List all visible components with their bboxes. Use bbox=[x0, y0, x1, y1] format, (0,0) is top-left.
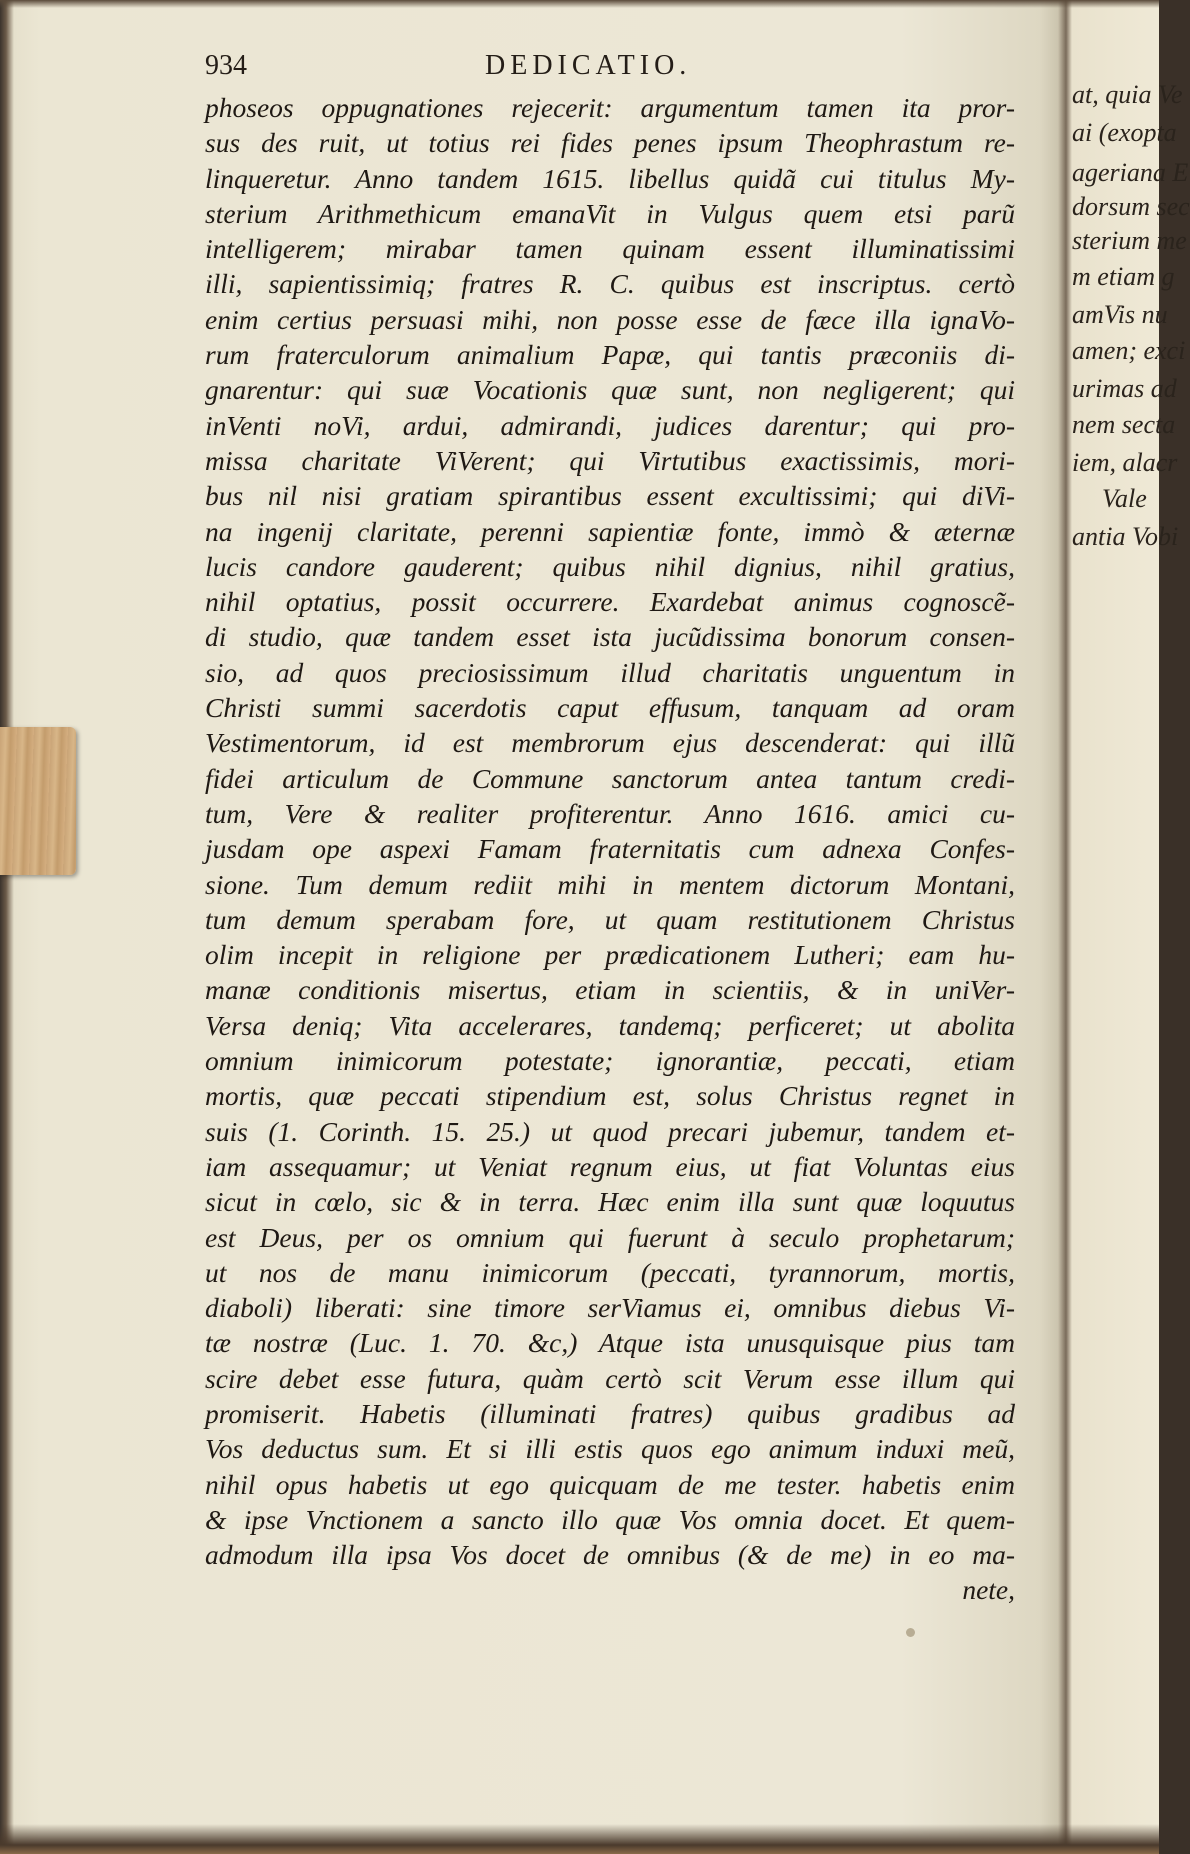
text-line: missa charitate ViVerent; qui Virtutibus exactissimis, mori- bbox=[205, 444, 1015, 476]
text-line: intelligerem; mirabar tamen quinam essent illuminatissimi bbox=[205, 233, 1015, 265]
text-line: mortis, quæ peccati stipendium est, solus Christus regnet in bbox=[205, 1080, 1015, 1112]
text-line: phoseos oppugnationes rejecerit: argumentum tamen ita pror- bbox=[205, 92, 1015, 123]
facing-page-line: m etiam g bbox=[1072, 262, 1175, 291]
text-line: iam assequamur; ut Veniat regnum eius, ut fiat Voluntas eius bbox=[205, 1150, 1015, 1182]
text-line: diaboli) liberati: sine timore serViamus ei, omnibus diebus Vi- bbox=[205, 1292, 1015, 1324]
text-line: nihil optatius, possit occurrere. Exardebat animus cognoscẽ- bbox=[205, 586, 1015, 618]
text-line: jusdam ope aspexi Famam fraternitatis cum adnexa Confes- bbox=[205, 833, 1015, 865]
paper-speck bbox=[906, 1628, 915, 1637]
text-line: illi, sapientissimiq; fratres R. C. quibus est inscriptus. certò bbox=[205, 268, 1015, 300]
text-line: olim incepit in religione per prædicationem Lutheri; eam hu- bbox=[205, 939, 1015, 971]
top-edge-shadow bbox=[0, 0, 1159, 8]
text-line: fidei articulum de Commune sanctorum antea tantum credi- bbox=[205, 762, 1015, 794]
text-line: rum fraterculorum animalium Papæ, qui tantis præconiis di- bbox=[205, 339, 1015, 371]
facing-page-line: sterium me bbox=[1072, 226, 1187, 255]
text-line: omnium inimicorum potestate; ignorantiæ, peccati, etiam bbox=[205, 1045, 1015, 1077]
text-line: tum, Vere & realiter profiterentur. Anno 1616. amici cu- bbox=[205, 797, 1015, 829]
text-line: Vestimentorum, id est membrorum ejus descenderat: qui illũ bbox=[205, 727, 1015, 759]
text-line: sus des ruit, ut totius rei fides penes ipsum Theophrastum re- bbox=[205, 127, 1015, 159]
text-line: manæ conditionis misertus, etiam in scientiis, & in uniVer- bbox=[205, 974, 1015, 1006]
text-line: Vos deductus sum. Et si illi estis quos ego animum induxi meũ, bbox=[205, 1433, 1015, 1465]
text-line: & ipse Vnctionem a sancto illo quæ Vos omnia docet. Et quem- bbox=[205, 1503, 1015, 1535]
text-line: enim certius persuasi mihi, non posse esse de fæce illa ignaVo- bbox=[205, 303, 1015, 335]
facing-page-line: dorsum sec bbox=[1072, 192, 1190, 221]
text-line: tæ nostræ (Luc. 1. 70. &c,) Atque ista unusquisque pius tam bbox=[205, 1327, 1015, 1359]
facing-page-fragment bbox=[1066, 0, 1190, 1854]
facing-page-line: at, quia Ve bbox=[1072, 80, 1183, 109]
bottom-edge-shadow bbox=[0, 1824, 1159, 1854]
text-line: admodum illa ipsa Vos docet de omnibus (& de me) in eo ma- bbox=[205, 1539, 1015, 1571]
page-number: 934 bbox=[205, 50, 247, 81]
text-line: sione. Tum demum rediit mihi in mentem dictorum Montani, bbox=[205, 868, 1015, 900]
facing-page-line: Vale bbox=[1102, 484, 1147, 513]
running-title: DEDICATIO. bbox=[485, 50, 692, 81]
text-line: nete, bbox=[962, 1574, 1015, 1606]
text-line: tum demum sperabam fore, ut quam restitutionem Christus bbox=[205, 903, 1015, 935]
text-line: sio, ad quos preciosissimum illud charitatis unguentum in bbox=[205, 656, 1015, 688]
text-line: na ingenij claritate, perenni sapientiæ fonte, immò & æternæ bbox=[205, 515, 1015, 547]
text-line: linqueretur. Anno tandem 1615. libellus quidã cui titulus My- bbox=[205, 162, 1015, 194]
text-line: Versa deniq; Vita accelerares, tandemq; perficeret; ut abolita bbox=[205, 1009, 1015, 1041]
facing-page-line: urimas ad bbox=[1072, 374, 1177, 403]
facing-page-line: nem secta bbox=[1072, 410, 1176, 439]
text-line: nihil opus habetis ut ego quicquam de me tester. habetis enim bbox=[205, 1468, 1015, 1500]
facing-page-line: ageriana E bbox=[1072, 158, 1189, 187]
bookmark-strip bbox=[0, 727, 76, 875]
facing-page-line: amen; exci bbox=[1072, 336, 1186, 365]
text-line: sicut in cœlo, sic & in terra. Hæc enim illa sunt quæ loquutus bbox=[205, 1186, 1015, 1218]
body-text bbox=[205, 90, 1015, 1608]
text-line: ut nos de manu inimicorum (peccati, tyrannorum, mortis, bbox=[205, 1256, 1015, 1288]
text-line: gnarentur: qui suæ Vocationis quæ sunt, non negligerent; qui bbox=[205, 374, 1015, 406]
facing-page-line: iem, alacr bbox=[1072, 448, 1178, 477]
text-line: Christi summi sacerdotis caput effusum, tanquam ad oram bbox=[205, 692, 1015, 724]
facing-page-line: ai (exopta bbox=[1072, 118, 1177, 147]
text-line: est Deus, per os omnium qui fuerunt à seculo prophetarum; bbox=[205, 1221, 1015, 1253]
facing-page-line: antia Vobi bbox=[1072, 522, 1179, 551]
text-line: lucis candore gauderent; quibus nihil dignius, nihil gratius, bbox=[205, 550, 1015, 582]
facing-page-line: amVis nu bbox=[1072, 300, 1168, 329]
text-line: di studio, quæ tandem esset ista jucũdissima bonorum consen- bbox=[205, 621, 1015, 653]
text-line: bus nil nisi gratiam spirantibus essent excultissimi; qui diVi- bbox=[205, 480, 1015, 512]
text-line: inVenti noVi, ardui, admirandi, judices darentur; qui pro- bbox=[205, 409, 1015, 441]
text-line: scire debet esse futura, quàm certò scit Verum esse illum qui bbox=[205, 1362, 1015, 1394]
text-line: promiserit. Habetis (illuminati fratres) quibus gradibus ad bbox=[205, 1397, 1015, 1429]
page-header bbox=[205, 50, 1005, 86]
text-line: sterium Arithmethicum emanaVit in Vulgus quem etsi parũ bbox=[205, 197, 1015, 229]
text-line: suis (1. Corinth. 15. 25.) ut quod precari jubemur, tandem et- bbox=[205, 1115, 1015, 1147]
